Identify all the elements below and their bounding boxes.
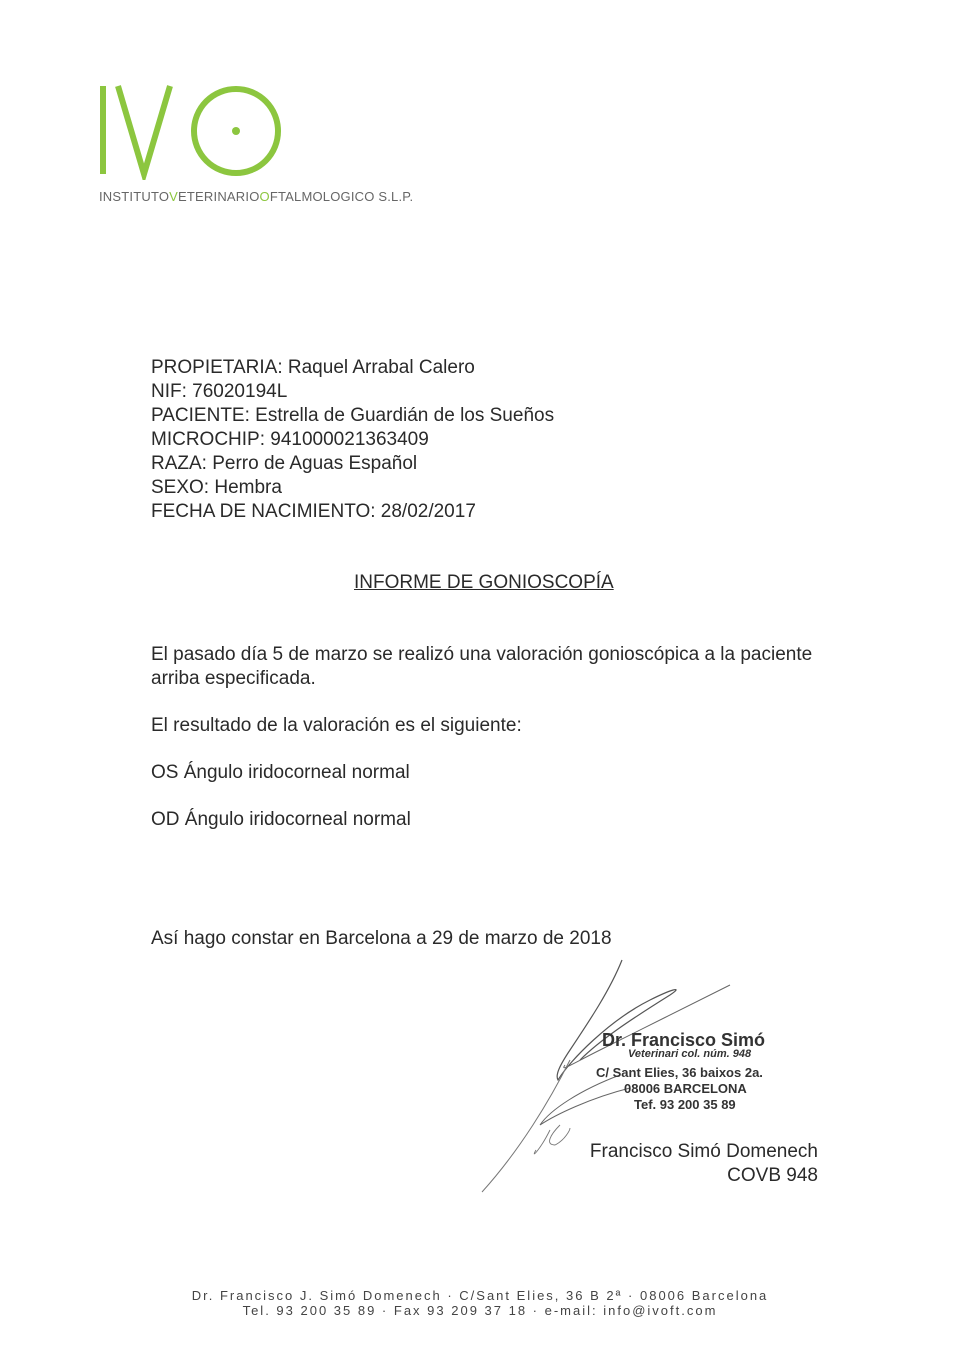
- footer-contact: Tel. 93 200 35 89 · Fax 93 209 37 18 · e-mail: info@ivoft.com: [242, 1303, 718, 1318]
- handwritten-signature: [470, 950, 750, 1210]
- stamp-phone: Tef. 93 200 35 89: [634, 1097, 736, 1112]
- report-intro: El pasado día 5 de marzo se realizó una valoración gonioscópica a la paciente arriba especificada.: [151, 644, 813, 689]
- result-intro: El resultado de la valoración es el siguiente:: [151, 715, 522, 736]
- stamp-doctor-name: Dr. Francisco Simó: [602, 1030, 766, 1050]
- report-title: INFORME DE GONIOSCOPÍA: [354, 572, 614, 593]
- result-od: OD Ángulo iridocorneal normal: [151, 809, 411, 830]
- signatory-name: Francisco Simó Domenech: [589, 1141, 818, 1162]
- closing-statement: Así hago constar en Barcelona a 29 de marzo de 2018: [151, 928, 612, 949]
- ivo-logo: [96, 84, 296, 180]
- stamp-registration: Veterinari col. núm. 948: [628, 1048, 752, 1060]
- footer-address: Dr. Francisco J. Simó Domenech · C/Sant Elies, 36 B 2ª · 08006 Barcelona: [191, 1288, 769, 1303]
- patient-field: PACIENTE: Estrella de Guardián de los Sueños: [151, 405, 555, 426]
- microchip-field: MICROCHIP: 941000021363409: [151, 429, 429, 450]
- result-os: OS Ángulo iridocorneal normal: [151, 762, 410, 783]
- nif-field: NIF: 76020194L: [151, 381, 288, 402]
- stamp-city: 08006 BARCELONA: [624, 1081, 747, 1096]
- birthdate-field: FECHA DE NACIMIENTO: 28/02/2017: [151, 501, 476, 522]
- owner-field: PROPIETARIA: Raquel Arrabal Calero: [151, 357, 475, 378]
- sex-field: SEXO: Hembra: [151, 477, 282, 498]
- company-name: INSTITUTOVETERINARIOOFTALMOLOGICO S.L.P.: [99, 189, 414, 204]
- signatory-covb: COVB 948: [727, 1165, 818, 1186]
- breed-field: RAZA: Perro de Aguas Español: [151, 453, 418, 474]
- stamp-street: C/ Sant Elies, 36 baixos 2a.: [596, 1065, 763, 1080]
